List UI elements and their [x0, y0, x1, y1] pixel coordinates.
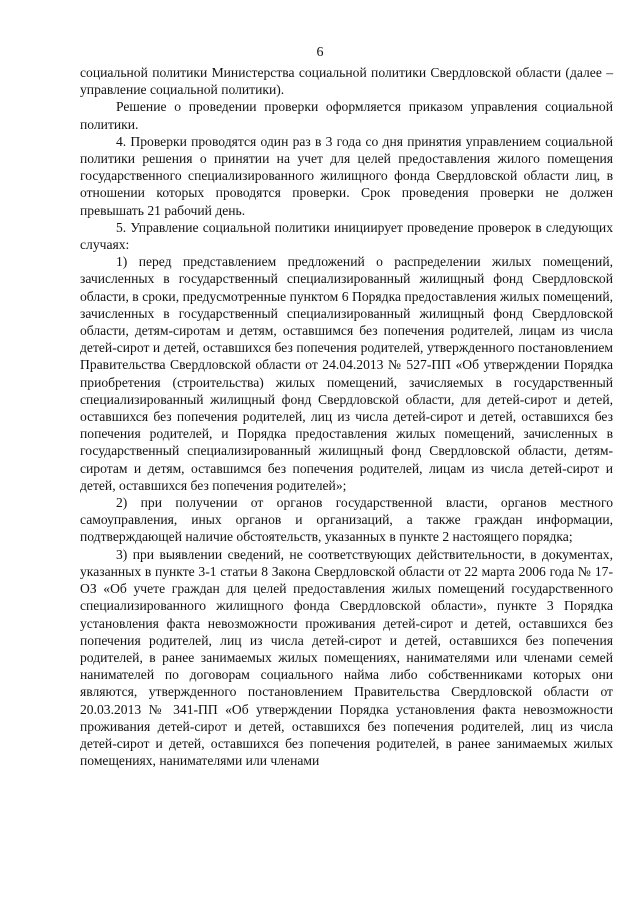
paragraph-subitem-2: 2) при получении от органов государственной власти, органов местного самоуправления, иных органов и организаций, а также граждан информации, подтверждающей наличие обстоятельств, указанных в пункте 2 настоящего порядка; — [80, 495, 613, 545]
paragraph-subitem-3: 3) при выявлении сведений, не соответствующих действительности, в документах, указанных в пункте 3-1 статьи 8 Закона Свердловской области от 22 марта 2006 года № 17-ОЗ «Об учете граждан для целей предоставления жилых помещений государственного специализированного жилищного фонда Свердловской области», пункте 3 Порядка установления факта невозможности проживания детей-сирот и детей, оставшихся без попечения родителей, лиц из числа детей-сирот и детей, оставшихся без попечения родителей, в ранее занимаемых жилых помещениях, нанимателями или членами семей нанимателей по договорам социального найма либо собственниками которых они являются, утвержденного постановлением Правительства Свердловской области от 20.03.2013 № 341-ПП «Об утверждении Порядка установления факта невозможности проживания детей-сирот и детей, оставшихся без попечения родителей, лиц из числа детей-сирот и детей, оставшихся без попечения родителей, в ранее занимаемых жилых помещениях, нанимателями или членами — [80, 546, 613, 769]
paragraph-continuation: социальной политики Министерства социальной политики Свердловской области (далее – управление социальной политики). — [80, 65, 613, 98]
document-body — [80, 64, 613, 769]
paragraph-subitem-1: 1) перед представлением предложений о распределении жилых помещений, зачисленных в государственный специализированный жилищный фонд Свердловской области, в сроки, предусмотренные пунктом 6 Порядка предоставления жилых помещений, зачисленных в государственный специализированный жилищный фонд Свердловской области, детям-сиротам и детям, оставшимся без попечения родителей, лицам из числа детей-сирот и детей, оставшихся без попечения родителей, утвержденного постановлением Правительства Свердловской области от 24.04.2013 № 527-ПП «Об утверждении Порядка приобретения (строительства) жилых помещений, зачисляемых в государственный специализированный жилищный фонд Свердловской области, для детей-сирот и детей, оставшихся без попечения родителей, лиц из числа детей-сирот и детей, оставшихся без попечения родителей, и Порядка предоставления жилых помещений, зачисленных в государственный специализированный жилищный фонд Свердловской области, детям-сиротам и детям, оставшимся без попечения родителей, лицам из числа детей-сирот и детей, оставшихся без попечения родителей»; — [80, 254, 613, 493]
paragraph-item-4: 4. Проверки проводятся один раз в 3 года со дня принятия управлением социальной политики решения о принятии на учет для целей предоставления жилого помещения государственного специализированного жилищного фонда Свердловской области лиц, в отношении которых проводятся проверки. Срок проведения проверки не должен превышать 21 рабочий день. — [80, 133, 613, 218]
paragraph-decision-order: Решение о проведении проверки оформляется приказом управления социальной политики. — [80, 99, 613, 132]
page-number: 6 — [316, 45, 324, 60]
paragraph-item-5: 5. Управление социальной политики инициирует проведение проверок в следующих случаях: — [80, 219, 613, 253]
